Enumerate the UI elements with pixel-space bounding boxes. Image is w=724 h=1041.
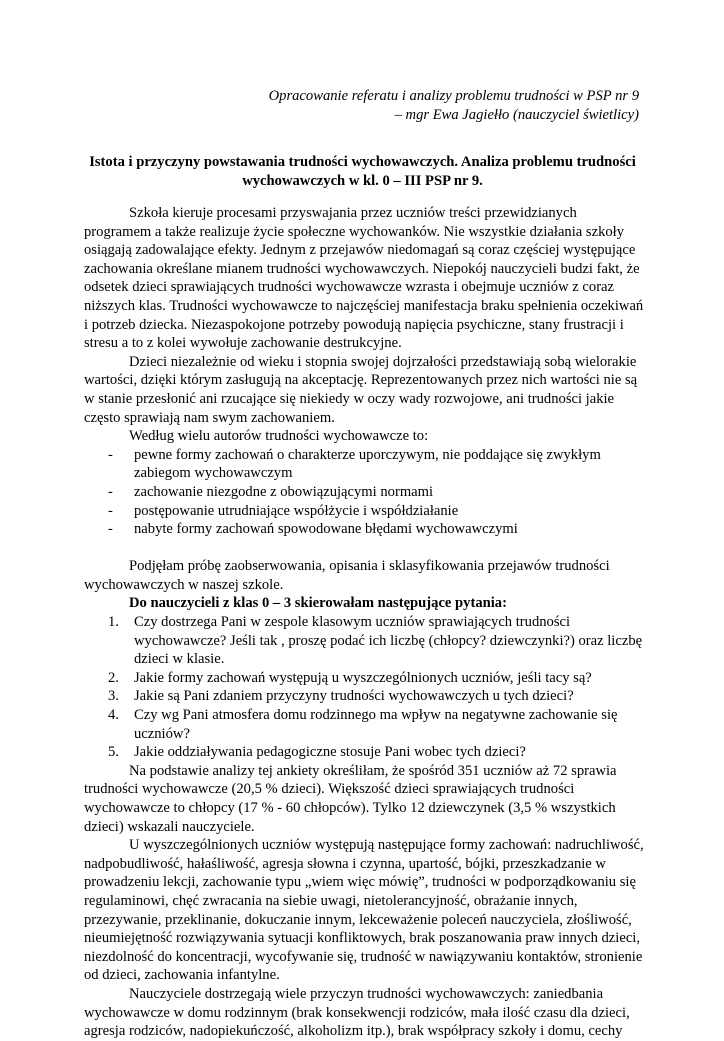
blank-line xyxy=(84,539,644,558)
document-body xyxy=(84,204,644,1041)
paragraph-definition-lead: Według wielu autorów trudności wychowawcze to: xyxy=(129,428,429,445)
question-item xyxy=(84,687,644,706)
document-header xyxy=(269,87,639,125)
question-text: Jakie są Pani zdaniem przyczyny trudności wychowawczych u tych dzieci? xyxy=(134,688,574,705)
question-item xyxy=(84,743,644,762)
question-text: Jakie formy zachowań występują u wyszczególnionych uczniów, jeśli tacy są? xyxy=(134,669,592,686)
paragraph-causes: Nauczyciele dostrzegają wiele przyczyn trudności wychowawczych: zaniedbania wychowawcze w domu rodzinnym (brak konsekwencji rodziców, mała ilość czasu dla dzieci, agresja rodziców, nadopiekuńczość, alkoholizm itp.), brak współpracy szkoły i domu, cechy xyxy=(84,985,630,1040)
question-number: 5. xyxy=(108,744,119,761)
paragraph-behaviours: U wyszczególnionych uczniów występują następujące formy zachowań: nadruchliwość, nadpobudliwość, hałaśliwość, agresja słowna i czynna, upartość, bójki, przeszkadzanie w prowadzeniu lekcji, zachowanie typu „wiem więc mówię”, trudności w podporządkowaniu się regulaminowi, chęć zwracania na siebie uwagi, nietolerancyjność, obrażanie innych, przezywanie, przeklinanie, dokuczanie innym, lekceważenie poleceń nauczyciela, złośliwość, nieumiejętność rozwiązywania sytuacji konfliktowych, brak poszanowania praw innych dzieci, niezdolność do koncentracji, wycofywanie się, trudność w nawiązywaniu kontaktów, stronienie od dzieci, zachowania infantylne. xyxy=(84,837,644,984)
questions-heading: Do nauczycieli z klas 0 – 3 skierowałam następujące pytania: xyxy=(129,595,507,612)
paragraph-survey-results: Na podstawie analizy tej ankiety określiłam, że spośród 351 uczniów aż 72 sprawia trudności wychowawcze (20,5 % dzieci). Większość dzieci sprawiających trudności wychowawcze to chłopcy (17 % - 60 chłopców). Tylko 12 dziewczynek (3,5 % wszystkich dzieci) wskazali nauczyciele. xyxy=(84,762,617,835)
list-item: - postępowanie utrudniające współżycie i współdziałanie xyxy=(84,502,644,521)
paragraph-observation: Podjęłam próbę zaobserwowania, opisania i sklasyfikowania przejawów trudności wychowawczych w naszej szkole. xyxy=(84,558,610,593)
question-text: Czy wg Pani atmosfera domu rodzinnego ma wpływ na negatywne zachowanie się uczniów? xyxy=(134,707,618,742)
questions-list xyxy=(84,613,644,762)
question-item xyxy=(84,706,644,743)
question-item xyxy=(84,669,644,688)
question-number: 1. xyxy=(108,614,119,631)
list-item: - zachowanie niezgodne z obowiązującymi normami xyxy=(84,483,644,502)
list-item: - nabyte formy zachowań spowodowane błędami wychowawczymi xyxy=(84,520,644,539)
definition-list xyxy=(84,446,644,539)
question-number: 4. xyxy=(108,707,119,724)
question-item xyxy=(84,613,644,669)
paragraph-values: Dzieci niezależnie od wieku i stopnia swojej dojrzałości przedstawiają sobą wielorakie wartości, dzięki którym zasługują na akceptację. Reprezentowanych przez nich wartości nie są w stanie przesłonić ani rzucające się niekiedy w oczy wady rozwojowe, ani trudności jakie często sprawiają nam swym zachowaniem. xyxy=(84,353,638,426)
header-line-2: – mgr Ewa Jagiełło (nauczyciel świetlicy) xyxy=(394,107,639,123)
question-number: 2. xyxy=(108,669,119,686)
paragraph-intro: Szkoła kieruje procesami przyswajania przez uczniów treści przewidzianych programem a także realizuje życie społeczne wychowanków. Nie wszystkie działania szkoły osiągają zadowalające efekty. Jednym z przejawów niedomagań są coraz częściej występujące zachowania określane mianem trudności wychowawczych. Niepokój nauczycieli budzi fakt, że odsetek dzieci sprawiających trudności wychowawcze wzrasta i obejmuje uczniów z coraz niższych klas. Trudności wychowawcze to najczęściej manifestacja braku spełnienia oczekiwań i potrzeb dziecka. Niezaspokojone potrzeby powodują napięcia psychiczne, stany frustracji i stresu a to z kolei wywołuje zachowanie destrukcyjne. xyxy=(84,205,644,352)
question-text: Jakie oddziaływania pedagogiczne stosuje Pani wobec tych dzieci? xyxy=(134,744,526,761)
document-title: Istota i przyczyny powstawania trudności wychowawczych. Analiza problemu trudności wychowawczych w kl. 0 – III PSP nr 9. xyxy=(89,154,636,189)
header-line-1: Opracowanie referatu i analizy problemu trudności w PSP nr 9 xyxy=(268,88,639,104)
question-text: Czy dostrzega Pani w zespole klasowym uczniów sprawiających trudności wychowawcze? Jeśli tak , proszę podać ich liczbę (chłopcy? dziewczynki?) oraz liczbę dzieci w klasie. xyxy=(134,614,643,668)
question-number: 3. xyxy=(108,688,119,705)
list-item: - pewne formy zachowań o charakterze uporczywym, nie poddające się zwykłym zabiegom wychowawczym xyxy=(84,446,644,483)
